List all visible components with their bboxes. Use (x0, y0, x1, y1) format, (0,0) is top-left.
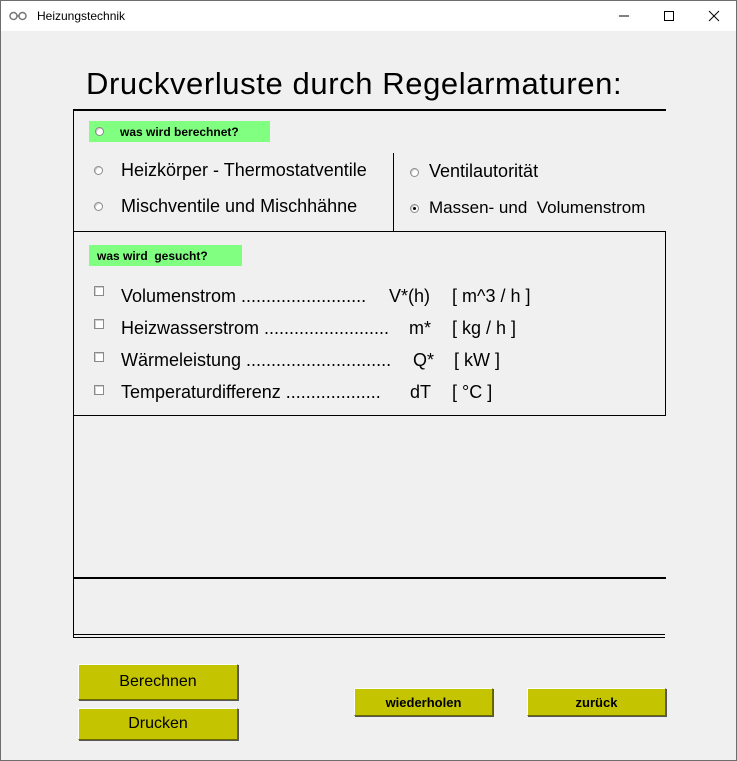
calc-section-label (89, 121, 270, 142)
option-mass-volume-flow-label: Massen- und Volumenstrom (429, 198, 646, 217)
frame-top-line (73, 109, 666, 111)
item-temperaturdifferenz-unit: [ °C ] (452, 382, 493, 402)
drucken-button[interactable]: Drucken (78, 708, 238, 740)
maximize-button[interactable] (646, 1, 691, 31)
result-secondary-area (74, 579, 665, 634)
checkbox-heizwasserstrom[interactable] (94, 319, 104, 329)
minimize-button[interactable] (601, 1, 646, 31)
option-mass-volume-flow[interactable] (410, 198, 645, 218)
title-bar[interactable] (1, 1, 736, 31)
glasses-icon (9, 10, 27, 22)
maximize-icon (663, 10, 675, 22)
item-volumenstrom-label: Volumenstrom ......................... (121, 286, 367, 306)
calc-bottom-line (73, 231, 666, 232)
minimize-icon (618, 10, 630, 22)
item-heizwasserstrom-unit: [ kg / h ] (452, 318, 517, 338)
zurueck-button[interactable]: zurück (527, 688, 666, 716)
wiederholen-button[interactable]: wiederholen (354, 688, 493, 716)
radio-thermostat-valves[interactable] (94, 166, 103, 175)
checkbox-volumenstrom[interactable] (94, 286, 104, 296)
item-temperaturdifferenz-label: Temperaturdifferenz ................... (121, 382, 381, 402)
calc-divider-line (393, 153, 394, 232)
calc-section-radio[interactable] (95, 127, 104, 136)
option-mixing-valves[interactable] (94, 196, 357, 217)
page-title: Druckverluste durch Regelarmaturen: (86, 66, 623, 101)
frame-bottom-line-2 (73, 637, 665, 638)
item-waermeleistung-symbol: Q* (413, 350, 435, 370)
search-section-label-text: was wird gesucht? (97, 248, 208, 263)
option-valve-authority[interactable] (410, 161, 538, 182)
radio-mass-volume-flow[interactable] (410, 204, 419, 213)
item-heizwasserstrom-symbol: m* (409, 318, 431, 338)
item-temperaturdifferenz-symbol: dT (410, 382, 432, 402)
window-title: Heizungstechnik (37, 9, 126, 23)
checkbox-temperaturdifferenz[interactable] (94, 385, 104, 395)
radio-mixing-valves[interactable] (94, 202, 103, 211)
checkbox-waermeleistung[interactable] (94, 352, 104, 362)
item-waermeleistung-label: Wärmeleistung ............................. (121, 350, 392, 370)
frame-right-line-upper (665, 231, 666, 416)
close-button[interactable] (691, 1, 736, 31)
calc-section-label-text: was wird berechnet? (120, 124, 239, 139)
radio-valve-authority[interactable] (410, 168, 419, 177)
item-waermeleistung-unit: [ kW ] (454, 350, 500, 370)
option-mixing-valves-label: Mischventile und Mischhähne (121, 196, 358, 216)
option-thermostat-valves[interactable] (94, 160, 367, 181)
close-icon (708, 10, 720, 22)
option-thermostat-valves-label: Heizkörper - Thermostatventile (121, 160, 367, 180)
item-volumenstrom-unit: [ m^3 / h ] (452, 286, 531, 306)
search-section-label (89, 245, 242, 266)
item-heizwasserstrom-label: Heizwasserstrom ......................... (121, 318, 390, 338)
berechnen-button[interactable]: Berechnen (78, 664, 238, 700)
result-output-area (74, 416, 665, 577)
frame-bottom-line-1 (73, 634, 665, 635)
option-valve-authority-label: Ventilautorität (429, 161, 539, 181)
item-volumenstrom-symbol: V*(h) (389, 286, 431, 306)
